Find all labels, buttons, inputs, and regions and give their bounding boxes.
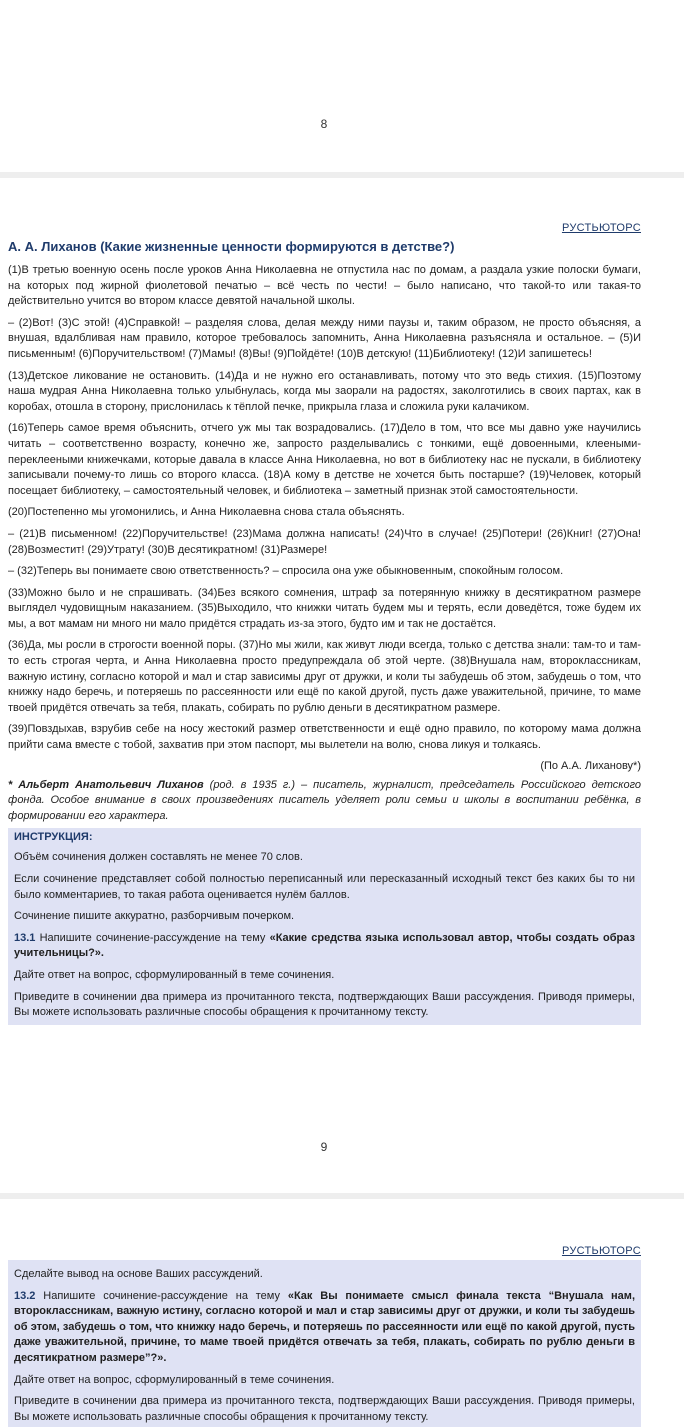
instruction-heading: ИНСТРУКЦИЯ:: [14, 831, 93, 844]
instruction-box-continued: [8, 1260, 641, 1427]
paragraph-5: (20)Постепенно мы угомонились, и Анна Николаевна снова стала объяснять.: [8, 506, 405, 519]
page-content: [8, 239, 641, 1025]
task-intro: Напишите сочинение-рассуждение на тему: [35, 931, 270, 944]
page-separator: [0, 1193, 684, 1199]
paragraph-3: (13)Детское ликование не остановить. (14)Да и не нужно его останавливать, потому что это ведь стихия. (15)Поэтому наша мудрая Анна Николаевна только улыбнулась, когда мы заорали на радостях, заколготились в своих партах, как в коробах, отошла в сторону, прислонилась к тёплой печке, прикрыла глаза и сложила руки калачиком.: [8, 369, 641, 413]
task-number: 13.1: [14, 931, 36, 944]
instruction-item: Сочинение пишите аккуратно, разборчивым почерком.: [14, 910, 295, 923]
task-13-1: [14, 931, 635, 962]
task-instruction: Приведите в сочинении два примера из прочитанного текста, подтверждающих Ваши рассуждения. Приводя примеры, Вы можете использовать различные способы обращения к прочитанному тексту.: [14, 1395, 635, 1423]
brand-link[interactable]: РУСТЬЮТОРС: [561, 222, 641, 234]
paragraph-4: (16)Теперь самое время объяснить, отчего уж мы так возрадовались. (17)Дело в том, что все мы давно уже научились читать – соответственно возрасту, конечно же, запросто разделывались с тонкими, ещё довоенными, клееными-переклееными книжечками, которые давала в классе Анна Николаевна, но вот в библиотеку нас не пускали, в библиотеку записывали почему-то лишь со второго класса. (18)А кому в детстве не хочется быть постарше? (19)Человек, который посещает библиотеку, – самостоятельный человек, и библиотека – заметный признак этой самостоятельности.: [8, 422, 641, 497]
paragraph-6: – (21)В письменном! (22)Поручительстве! (23)Мама должна написать! (24)Что в случае! (25)Потери! (26)Книг! (27)Она! (28)Возместит! (29)Утрату! (30)В десятикратном! (31)Размере!: [8, 527, 641, 556]
brand-link[interactable]: РУСТЬЮТОРС: [561, 1245, 641, 1257]
paragraph-2: – (2)Вот! (3)С этой! (4)Справкой! – разделяя слова, делая между ними паузы и, таким образом, не просто объясняя, а внушая, вдалбливая нам правило, которое требовалось запомнить, Анна Николаевна разъясняла и остальное. – (5)И письменным! (6)Поручительством! (7)Мамы! (8)Вы! (9)Пойдёте! (10)В детскую! (11)Библиотеку! (12)И запишетесь!: [8, 316, 641, 360]
footnote-text: (род. в 1935 г.) – писатель, журналист, председатель Российского детского фонда. Особое внимание в своих произведениях писатель уделяет роли семьи и школы в воспитании ребёнка, в формировании его характера.: [8, 778, 641, 822]
page-number: 9: [320, 1140, 328, 1154]
page-separator: [0, 172, 684, 178]
task-topic: «Какие средства языка использовал автор, чтобы создать образ учительницы?».: [14, 931, 635, 960]
task-instruction: Приведите в сочинении два примера из прочитанного текста, подтверждающих Ваши рассуждения. Приводя примеры, Вы можете использовать различные способы обращения к прочитанному тексту.: [14, 990, 635, 1019]
paragraph-9: (36)Да, мы росли в строгости военной поры. (37)Но мы жили, как живут люди всегда, только с детства знали: там-то и там-то есть строгая черта, и Анна Николаевна просто предупреждала об этой черте. (38)Внушала нам, второклассникам, важную истину, согласно которой и мал и стар зависимы друг от дружки, и коли ты забудешь об этом, забудешь о том, что книжку надо беречь, и потеряешь по рассеянности или ещё по какой другой, пусть даже уважительной, причине, то маме твоей придётся отвечать за тебя, плакать, собирать по рублю деньги в десятикратном размере.: [8, 639, 641, 714]
paragraph-8: (33)Можно было и не спрашивать. (34)Без всякого сомнения, штраф за потерянную книжку в десятикратном размере выглядел чудовищным наказанием. (35)Выходило, что книжки читать будем мы и терять, если доведётся, тоже будем их мы, а вот мамам ни много ни мало придётся страдать из-за этого, будто им и так не достаётся.: [8, 586, 641, 630]
task-instruction: Дайте ответ на вопрос, сформулированный в теме сочинения.: [14, 968, 335, 981]
instruction-item: Если сочинение представляет собой полностью переписанный или пересказанный исходный текст без каких бы то ни было комментариев, то такая работа оценивается нулём баллов.: [14, 873, 635, 901]
text-title: А. А. Лиханов (Какие жизненные ценности формируются в детстве?): [8, 239, 455, 254]
page-number: 8: [320, 117, 328, 131]
task-instruction: Дайте ответ на вопрос, сформулированный в теме сочинения.: [14, 1373, 335, 1386]
task-number: 13.2: [14, 1289, 36, 1302]
task-13-2: [14, 1289, 635, 1367]
task-topic: «Как Вы понимаете смысл финала текста “Внушала нам, второклассникам, важную истину, согласно которой и мал и стар зависимы друг от дружки, и коли ты забудешь об этом, забудешь о том, что книжку надо беречь, и потеряешь по рассеянности или ещё по какой другой, пусть даже уважительной, причине, то маме твоей придётся отвечать за тебя, плакать, собирать по рублю деньги в десятикратном размере”?».: [14, 1289, 635, 1364]
instruction-box: [8, 828, 641, 1024]
instruction-item: Объём сочинения должен составлять не менее 70 слов.: [14, 851, 303, 864]
footnote-author-name: * Альберт Анатольевич Лиханов: [8, 778, 204, 791]
source-signature: (По А.А. Лиханову*): [540, 759, 641, 772]
conclusion-instruction: Сделайте вывод на основе Ваших рассуждений.: [14, 1268, 263, 1280]
paragraph-1: (1)В третью военную осень после уроков Анна Николаевна не отпустила нас по домам, а раздала узкие полоски бумаги, на которых под жирной фиолетовой печатью – всё честь по чести! – было написано, что такой-то или такая-то действительно учится во втором классе девятой начальной школы.: [8, 264, 641, 308]
task-intro: Напишите сочинение-рассуждение на тему: [35, 1289, 288, 1302]
author-footnote: [8, 778, 641, 825]
paragraph-10: (39)Повздыхав, взрубив себе на носу жестокий размер ответственности и ещё одно правило, по которому мама должна прийти сама вместе с тобой, захватив при этом паспорт, мы вылетели на волю, снова ликуя и толкаясь.: [8, 723, 641, 752]
paragraph-7: – (32)Теперь вы понимаете свою ответственность? – спросила она уже обыкновенным, спокойным голосом.: [8, 565, 564, 578]
